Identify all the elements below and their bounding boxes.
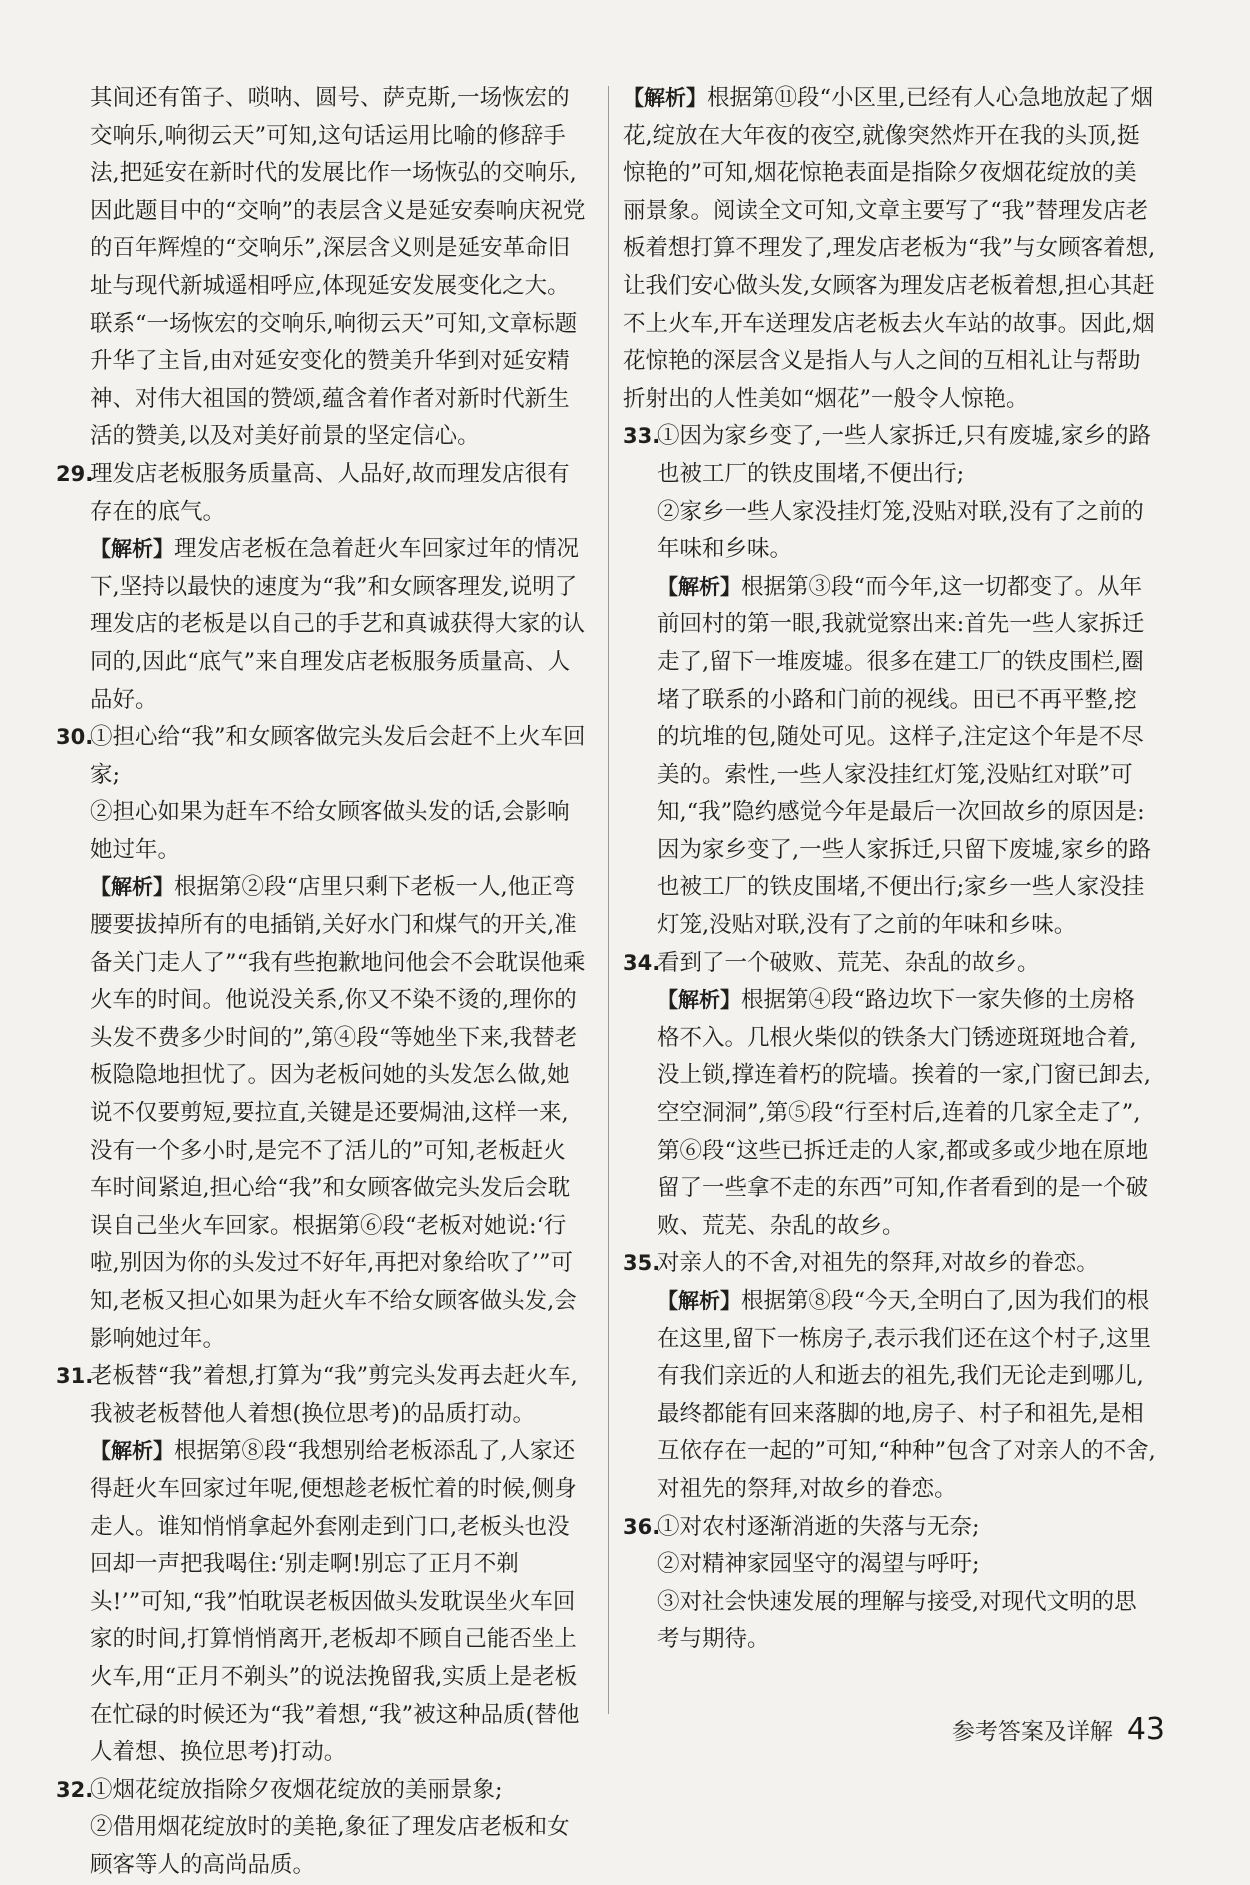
question-number: 36. (623, 1514, 661, 1539)
answer-line: ②家乡一些人家没挂灯笼,没贴对联,没有了之前的年味和乡味。 (657, 498, 1144, 563)
analysis-text: 根据第④段“路边坎下一家失修的土房格格不入。几根火柴似的铁条大门锈迹斑斑地合着,没上锁,撑连着朽的院墙。挨着的一家,门窗已卸去,空空洞洞”,第⑤段“行至村后,连着的几家全走了”,第⑥段“这些已拆迁走的人家,都或多或少地在原地留了一些拿不走的东西”可知,作者看到的是一个破败、荒芜、杂乱的故乡。 (657, 987, 1151, 1239)
answer-body (657, 945, 1157, 1246)
left-column (56, 80, 588, 1885)
analysis-tag: 【解析】 (657, 988, 741, 1013)
analysis (657, 982, 1157, 1245)
answer-item (623, 1509, 1157, 1659)
question-number: 32. (56, 1777, 94, 1802)
analysis (657, 569, 1157, 945)
analysis-tag: 【解析】 (623, 86, 707, 110)
answer-item (56, 456, 588, 719)
analysis-tag: 【解析】 (90, 875, 174, 900)
answer-line: ①对农村逐渐消逝的失落与无奈; (657, 1513, 980, 1540)
answer-line: ①因为家乡变了,一些人家拆迁,只有废墟,家乡的路也被工厂的铁皮围堵,不便出行; (657, 423, 1151, 487)
answer-item (623, 418, 1157, 944)
answer-body (90, 1772, 588, 1885)
answer-line: ③对社会快速发展的理解与接受,对现代文明的思考与期待。 (657, 1588, 1137, 1653)
answer-body (90, 719, 588, 1358)
answer-line: ①担心给“我”和女顾客做完头发后会赶不上火车回家; (90, 724, 586, 788)
answer-body (90, 1358, 588, 1772)
question-number: 29. (56, 461, 94, 486)
answer-item (623, 945, 1157, 1246)
page-footer (952, 1712, 1165, 1747)
answer-body (657, 1245, 1157, 1508)
question-number: 31. (56, 1364, 94, 1389)
question-number: 33. (623, 424, 661, 449)
page-number: 43 (1126, 1712, 1165, 1747)
question-number: 34. (623, 950, 661, 975)
answer-item (623, 1245, 1157, 1508)
footer-label: 参考答案及详解 (951, 1719, 1113, 1745)
right-continuation (623, 80, 1157, 418)
column-divider (608, 86, 609, 1714)
answer-body (90, 456, 588, 719)
left-answer-list (56, 456, 588, 1885)
answer-line: ②担心如果为赶车不给女顾客做头发的话,会影响她过年。 (90, 799, 570, 863)
answer-item (56, 719, 588, 1358)
analysis-text: 根据第⑧段“今天,全明白了,因为我们的根在这里,留下一栋房子,表示我们还在这个村子,这里有我们亲近的人和逝去的祖先,我们无论走到哪儿,最终都能有回来落脚的地,房子、村子和祖先,是相互依存在一起的”可知,“种种”包含了对亲人的不舍,对祖先的祭拜,对故乡的眷恋。 (657, 1288, 1156, 1502)
analysis-text: 根据第⑧段“我想别给老板添乱了,人家还得赶火车回家过年呢,便想趁老板忙着的时候,侧身走人。谁知悄悄拿起外套刚走到门口,老板头也没回却一声把我喝住:‘别走啊!别忘了正月不剃头!’”可知,“我”怕耽误老板因做头发耽误坐火车回家的时间,打算悄悄离开,老板却不顾自己能否坐上火车,用“正月不剃头”的说法挽留我,实质上是老板在忙碌的时候还为“我”着想,“我”被这种品质(替他人着想、换位思考)打动。 (90, 1438, 580, 1766)
right-continuation-text: 根据第⑪段“小区里,已经有人心急地放起了烟花,绽放在大年夜的夜空,就像突然炸开在我的头顶,挺惊艳的”可知,烟花惊艳表面是指除夕夜烟花绽放的美丽景象。阅读全文可知,文章主要写了“我”替理发店老板着想打算不理发了,理发店老板为“我”与女顾客着想,让我们安心做头发,女顾客为理发店老板着想,担心其赶不上火车,开车送理发店老板去火车站的故事。因此,烟花惊艳的深层含义是指人与人之间的互相礼让与帮助折射出的人性美如“烟花”一般令人惊艳。 (623, 85, 1156, 412)
answer-body (657, 418, 1157, 944)
answer-line: 对亲人的不舍,对祖先的祭拜,对故乡的眷恋。 (657, 1250, 1099, 1277)
analysis (90, 531, 588, 719)
analysis (657, 1283, 1157, 1509)
analysis-tag: 【解析】 (657, 1289, 741, 1313)
answer-line: 看到了一个破败、荒芜、杂乱的故乡。 (657, 949, 1040, 976)
question-number: 30. (56, 725, 94, 750)
answer-item (56, 1772, 588, 1885)
analysis-text: 根据第②段“店里只剩下老板一人,他正弯腰要拔掉所有的电插销,关好水门和煤气的开关,准备关门走人了”“我有些抱歉地问他会不会耽误他乘火车的时间。他说没关系,你又不染不烫的,理你的头发不费多少时间的”,第④段“等她坐下来,我替老板隐隐地担忧了。因为老板问她的头发怎么做,她说不仅要剪短,要拉直,关键是还要焗油,这样一来,没有一个多小时,是完不了活儿的”可知,老板赶火车时间紧迫,担心给“我”和女顾客做完头发后会耽误自己坐火车回家。根据第⑥段“老板对她说:‘行啦,别因为你的头发过不好年,再把对象给吹了’”可知,老板又担心如果为赶火车不给女顾客做头发,会影响她过年。 (90, 874, 586, 1352)
answer-item (56, 1358, 588, 1772)
left-continuation: 其间还有笛子、唢呐、圆号、萨克斯,一场恢宏的交响乐,响彻云天”可知,这句话运用比喻的修辞手法,把延安在新时代的发展比作一场恢弘的交响乐,因此题目中的“交响”的表层含义是延安奏响庆祝党的百年辉煌的“交响乐”,深层含义则是延安革命旧址与现代新城遥相呼应,体现延安发展变化之大。联系“一场恢宏的交响乐,响彻云天”可知,文章标题升华了主旨,由对延安变化的赞美升华到对延安精神、对伟大祖国的赞颂,蕴含着作者对新时代新生活的赞美,以及对美好前景的坚定信心。 (90, 85, 586, 450)
answer-line: ①烟花绽放指除夕夜烟花绽放的美丽景象; (90, 1776, 503, 1803)
analysis-text: 根据第③段“而今年,这一切都变了。从年前回村的第一眼,我就觉察出来:首先一些人家拆迁走了,留下一堆废墟。很多在建工厂的铁皮围栏,圈堵了联系的小路和门前的视线。田已不再平整,挖的坑堆的包,随处可见。这样子,注定这个年是不尽美的。索性,一些人家没挂红灯笼,没贴红对联”可知,“我”隐约感觉今年是最后一次回故乡的原因是:因为家乡变了,一些人家拆迁,只留下废墟,家乡的路也被工厂的铁皮围堵,不便出行;家乡一些人家没挂灯笼,没贴对联,没有了之前的年味和乡味。 (657, 573, 1151, 939)
analysis-tag: 【解析】 (657, 574, 741, 599)
right-column (623, 80, 1157, 1659)
analysis-tag: 【解析】 (90, 537, 174, 562)
answer-line: 老板替“我”着想,打算为“我”剪完头发再去赶火车,我被老板替他人着想(换位思考)的品质打动。 (90, 1363, 578, 1427)
right-answer-list (623, 418, 1157, 1659)
analysis (90, 869, 588, 1358)
analysis (90, 1433, 588, 1771)
analysis-tag: 【解析】 (90, 1439, 174, 1464)
analysis-text: 理发店老板在急着赶火车回家过年的情况下,坚持以最快的速度为“我”和女顾客理发,说明了理发店的老板是以自己的手艺和真诚获得大家的认同的,因此“底气”来自理发店老板服务质量高、人品好。 (90, 536, 586, 713)
answer-line: 理发店老板服务质量高、人品好,故而理发店很有存在的底气。 (90, 460, 570, 525)
answer-line: ②借用烟花绽放时的美艳,象征了理发店老板和女顾客等人的高尚品质。 (90, 1814, 570, 1878)
answer-line: ②对精神家园坚守的渴望与呼吁; (657, 1551, 980, 1578)
question-number: 35. (623, 1251, 661, 1276)
answer-body (657, 1509, 1157, 1659)
